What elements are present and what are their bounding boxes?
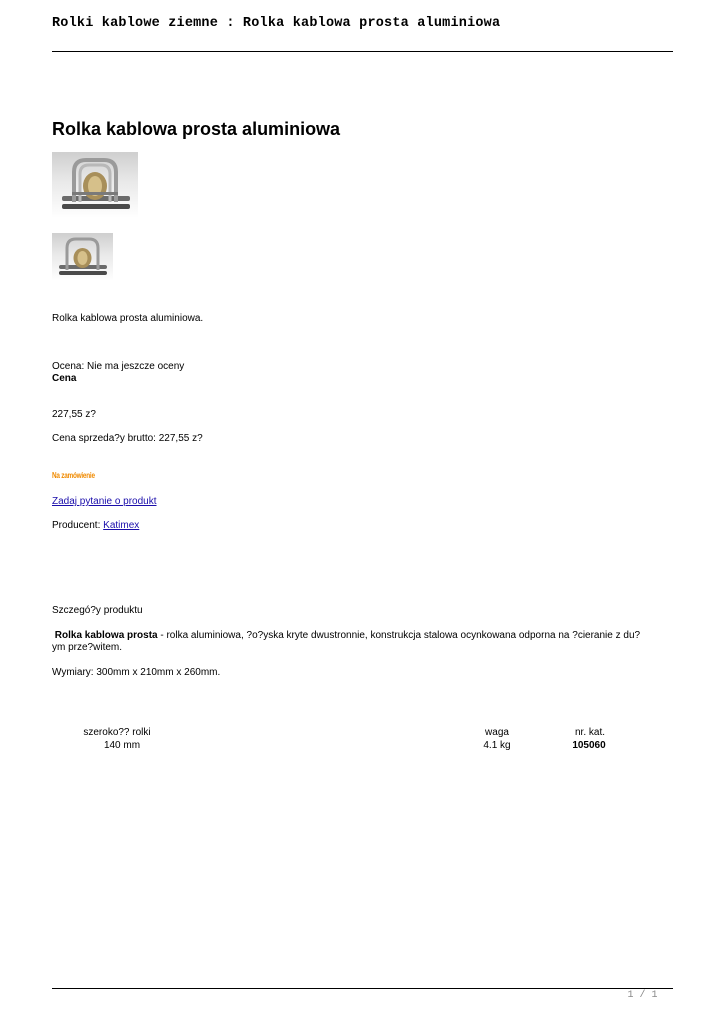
details-heading: Szczegó?y produktu <box>52 605 143 616</box>
spec-value-roller-width: 140 mm <box>103 740 141 751</box>
ask-question-link[interactable]: Zadaj pytanie o produkt <box>52 496 157 507</box>
order-button[interactable]: Na zamówienie <box>52 471 95 480</box>
product-image-thumbnail[interactable] <box>52 233 113 281</box>
details-description <box>52 630 652 654</box>
cable-roller-image <box>52 152 138 218</box>
header-divider <box>52 51 673 52</box>
product-rating: Ocena: Nie ma jeszcze oceny <box>52 361 185 372</box>
details-description-text: - rolka aluminiowa, ?o?yska kryte dwustronnie, konstrukcja stalowa ocynkowana odporna na ?cieranie z du?ym prze?witem. <box>52 630 641 653</box>
spec-header-roller-width: szeroko?? rolki <box>83 727 151 738</box>
spec-value-catalog-number: 105060 <box>572 740 606 751</box>
producer-label: Producent: <box>52 520 104 531</box>
spec-header-catalog-number: nr. kat. <box>574 727 605 738</box>
product-price: 227,55 z? <box>52 409 96 420</box>
spec-value-weight: 4.1 kg <box>483 740 511 751</box>
product-price-gross: Cena sprzeda?y brutto: 227,55 z? <box>52 433 203 444</box>
product-title: Rolka kablowa prosta aluminiowa <box>52 119 341 139</box>
footer-divider <box>52 988 673 989</box>
document-header-title: Rolki kablowe ziemne : Rolka kablowa prosta aluminiowa <box>52 16 501 31</box>
producer-line <box>52 520 139 532</box>
product-image-large[interactable] <box>52 152 138 218</box>
producer-link[interactable]: Katimex <box>103 520 140 531</box>
spec-header-weight: waga <box>485 727 509 738</box>
details-description-bold: Rolka kablowa prosta <box>54 630 158 641</box>
price-heading: Cena <box>52 373 77 384</box>
details-dimensions: Wymiary: 300mm x 210mm x 260mm. <box>52 667 221 678</box>
page-number: 1 / 1 <box>627 990 658 1001</box>
cable-roller-thumbnail <box>52 233 113 281</box>
product-short-description: Rolka kablowa prosta aluminiowa. <box>52 313 204 324</box>
